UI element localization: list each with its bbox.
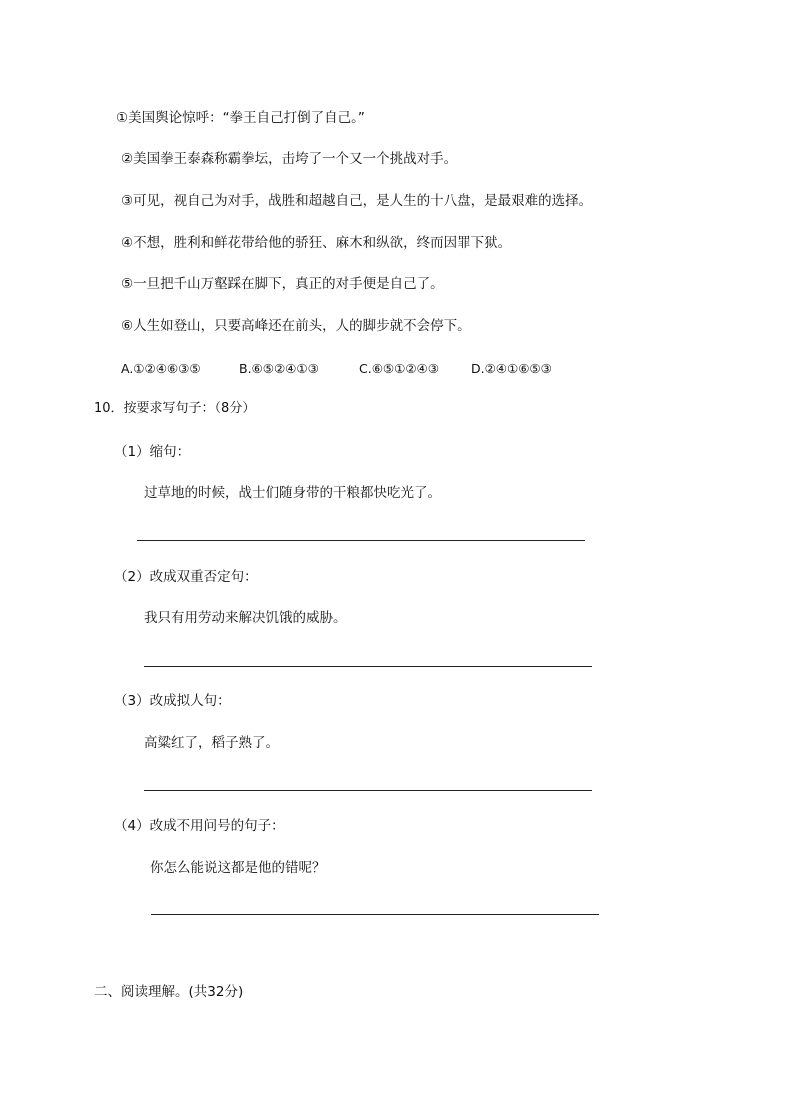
q10-item-2-label: （2）改成双重否定句：: [114, 569, 258, 585]
q10-item-1-answer-line[interactable]: [137, 540, 585, 541]
q10-item-2-answer-line[interactable]: [144, 666, 592, 667]
q9-sentence-6: ⑥人生如登山，只要高峰还在前头，人的脚步就不会停下。: [121, 318, 471, 334]
q9-sentence-2: ②美国拳王泰森称霸拳坛，击垮了一个又一个挑战对手。: [121, 151, 458, 167]
section-2-title: 二、阅读理解。(共32分): [94, 984, 244, 1000]
q9-sentence-5: ⑤一旦把千山万壑踩在脚下，真正的对手便是自己了。: [121, 276, 444, 292]
q9-option-a: A.①②④⑥③⑤: [121, 361, 201, 376]
q9-sentence-1: ①美国舆论惊呼：“拳王自己打倒了自己。”: [116, 110, 365, 126]
q9-sentence-3: ③可见，视自己为对手，战胜和超越自己，是人生的十八盘，是最艰难的选择。: [121, 193, 593, 209]
q9-option-c: C.⑥⑤①②④③: [359, 361, 439, 376]
q10-item-1-sentence: 过草地的时候，战士们随身带的干粮都快吃光了。: [144, 485, 441, 501]
q10-item-4-label: （4）改成不用问号的句子：: [114, 818, 285, 834]
q10-item-4-sentence: 你怎么能说这都是他的错呢？: [150, 860, 326, 876]
q10-item-4-answer-line[interactable]: [151, 914, 599, 915]
q9-option-d: D.②④①⑥⑤③: [471, 361, 552, 376]
q10-item-3-label: （3）改成拟人句：: [114, 693, 231, 709]
q10-title: 10．按要求写句子：（8分）: [94, 401, 256, 416]
q10-item-2-sentence: 我只有用劳动来解决饥饿的威胁。: [144, 610, 347, 626]
q9-options: [121, 360, 552, 378]
q10-item-3-answer-line[interactable]: [144, 790, 592, 791]
q10-item-3-sentence: 高粱红了，稻子熟了。: [144, 735, 279, 751]
q9-option-b: B.⑥⑤②④①③: [239, 361, 319, 376]
q9-sentence-4: ④不想，胜利和鲜花带给他的骄狂、麻木和纵欲，终而因罪下狱。: [121, 235, 512, 251]
q10-item-1-label: （1）缩句：: [114, 444, 191, 460]
